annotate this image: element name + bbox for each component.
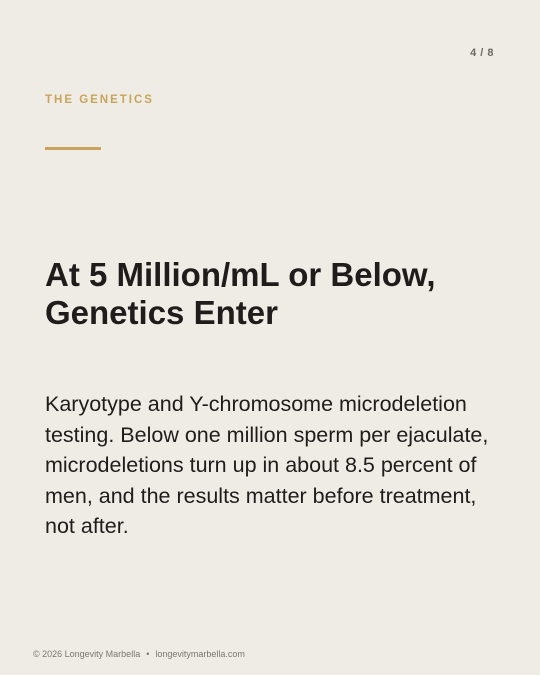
accent-divider (45, 147, 101, 150)
footer-separator: • (146, 649, 150, 659)
slide-headline: At 5 Million/mL or Below, Genetics Enter (45, 256, 436, 331)
footer-website-link[interactable]: longevitymarbella.com (155, 649, 245, 659)
footer (33, 649, 245, 659)
footer-copyright: © 2026 Longevity Marbella (33, 649, 141, 659)
section-eyebrow: THE GENETICS (45, 94, 154, 106)
page-indicator: 4 / 8 (470, 47, 494, 59)
slide-body-text: Karyotype and Y-chromosome microdeletion testing. Below one million sperm per ejaculate, microdeletions turn up in about 8.5 percent of men, and the results matter before treatment, not after. (45, 392, 489, 538)
